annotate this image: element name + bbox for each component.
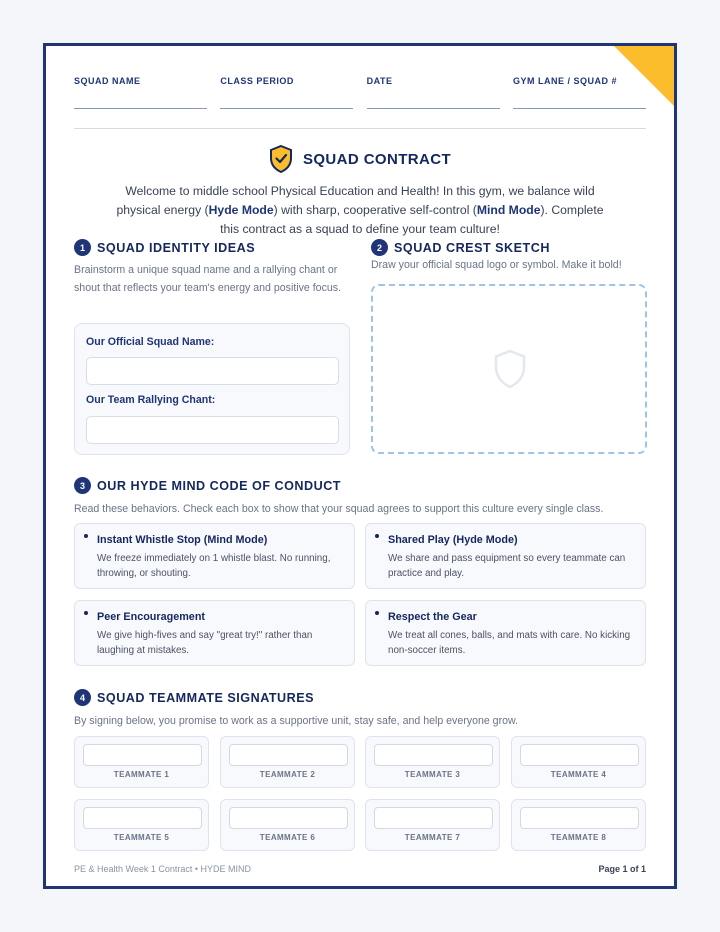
field-label: DATE (366, 76, 393, 86)
signature-box (220, 736, 355, 788)
signature-box (365, 736, 500, 788)
signature-box (74, 799, 209, 851)
card-title: Peer Encouragement (97, 611, 206, 623)
section-2-description: Draw your official squad logo or symbol. Make it bold! (371, 259, 622, 271)
field-gym-lane[interactable] (513, 76, 646, 109)
section-title: SQUAD IDENTITY IDEAS (97, 240, 256, 255)
intro-hyde-mode: Hyde Mode (208, 203, 274, 217)
signature-label: TEAMMATE 6 (259, 833, 316, 842)
header-fields (74, 76, 646, 109)
card-text: We freeze immediately on 1 whistle blast. No running, throwing, or shouting. (97, 553, 331, 579)
card-title: Shared Play (Hyde Mode) (388, 534, 518, 546)
intro-text (106, 182, 614, 239)
field-line (220, 108, 353, 109)
bullet-icon (375, 534, 379, 538)
signature-label: TEAMMATE 5 (113, 833, 170, 842)
signature-field[interactable] (83, 807, 202, 829)
signature-field[interactable] (520, 807, 639, 829)
section-1-description: Brainstorm a unique squad name and a rallying chant or shout that reflects your team's energy and positive focus. (74, 264, 342, 294)
section-1-heading (74, 239, 255, 256)
conduct-card-peer-encouragement[interactable] (74, 600, 355, 666)
intro-part: ) with sharp, cooperative self-control ( (273, 203, 477, 217)
rally-chant-input[interactable] (86, 416, 339, 444)
field-label: GYM LANE / SQUAD # (512, 76, 617, 86)
crest-sketch-area[interactable] (371, 284, 647, 454)
intro-part: Welcome to middle school Physical Education and Health! In this gym, we balance wild physical energy ( (116, 184, 595, 217)
page-number: Page 1 of 1 (598, 864, 646, 874)
section-number: 2 (371, 239, 388, 256)
shield-icon (493, 349, 527, 389)
signature-box (74, 736, 209, 788)
field-line (74, 108, 207, 109)
field-squad-name[interactable] (74, 76, 207, 109)
signature-box (511, 736, 646, 788)
rally-chant-label: Our Team Rallying Chant: (86, 394, 216, 406)
squad-name-label: Our Official Squad Name: (86, 336, 215, 348)
bullet-icon (84, 611, 88, 615)
card-title: Instant Whistle Stop (Mind Mode) (97, 534, 268, 546)
squad-identity-box (74, 323, 350, 455)
field-label: CLASS PERIOD (220, 76, 294, 86)
section-title: SQUAD TEAMMATE SIGNATURES (97, 690, 315, 705)
section-3-heading (74, 477, 341, 494)
conduct-card-whistle-stop[interactable] (74, 523, 355, 589)
intro-mind-mode: Mind Mode (476, 203, 541, 217)
footer-left: PE & Health Week 1 Contract • HYDE MIND (74, 864, 252, 874)
signature-label: TEAMMATE 2 (259, 770, 316, 779)
bullet-icon (375, 611, 379, 615)
signature-field[interactable] (229, 807, 348, 829)
signature-box (365, 799, 500, 851)
conduct-card-shared-play[interactable] (365, 523, 646, 589)
signature-field[interactable] (83, 744, 202, 766)
signature-box (220, 799, 355, 851)
bullet-icon (84, 534, 88, 538)
signature-label: TEAMMATE 7 (404, 833, 461, 842)
signature-label: TEAMMATE 1 (113, 770, 170, 779)
section-number: 4 (74, 689, 91, 706)
signature-label: TEAMMATE 8 (550, 833, 607, 842)
signature-field[interactable] (229, 744, 348, 766)
section-title: SQUAD CREST SKETCH (394, 240, 550, 255)
header-divider (74, 128, 646, 129)
conduct-card-respect-gear[interactable] (365, 600, 646, 666)
squad-name-input[interactable] (86, 357, 339, 385)
page-title: SQUAD CONTRACT (302, 150, 452, 168)
field-line (513, 108, 646, 109)
card-title: Respect the Gear (388, 611, 477, 623)
section-4-description: By signing below, you promise to work as a supportive unit, stay safe, and help everyone grow. (74, 715, 519, 727)
field-line (367, 108, 500, 109)
field-class-period[interactable] (220, 76, 353, 109)
title-row (46, 145, 674, 173)
section-4-heading (74, 689, 314, 706)
shield-check-icon (269, 145, 293, 173)
intro-part: ). Complete this contract as a squad to define your team culture! (220, 203, 604, 236)
signature-box (511, 799, 646, 851)
signature-field[interactable] (374, 807, 493, 829)
field-label: SQUAD NAME (74, 76, 141, 86)
contract-page (43, 43, 677, 889)
signature-field[interactable] (520, 744, 639, 766)
signature-field[interactable] (374, 744, 493, 766)
card-text: We share and pass equipment so every teammate can practice and play. (388, 553, 626, 579)
section-3-description: Read these behaviors. Check each box to show that your squad agrees to support this culture every single class. (74, 503, 604, 515)
section-2-heading (371, 239, 550, 256)
signature-label: TEAMMATE 3 (404, 770, 461, 779)
section-number: 1 (74, 239, 91, 256)
section-number: 3 (74, 477, 91, 494)
signature-label: TEAMMATE 4 (550, 770, 607, 779)
section-title: OUR HYDE MIND CODE OF CONDUCT (97, 478, 341, 493)
field-date[interactable] (367, 76, 500, 109)
card-text: We give high-fives and say "great try!" rather than laughing at mistakes. (97, 630, 313, 656)
card-text: We treat all cones, balls, and mats with care. No kicking non-soccer items. (388, 630, 631, 656)
